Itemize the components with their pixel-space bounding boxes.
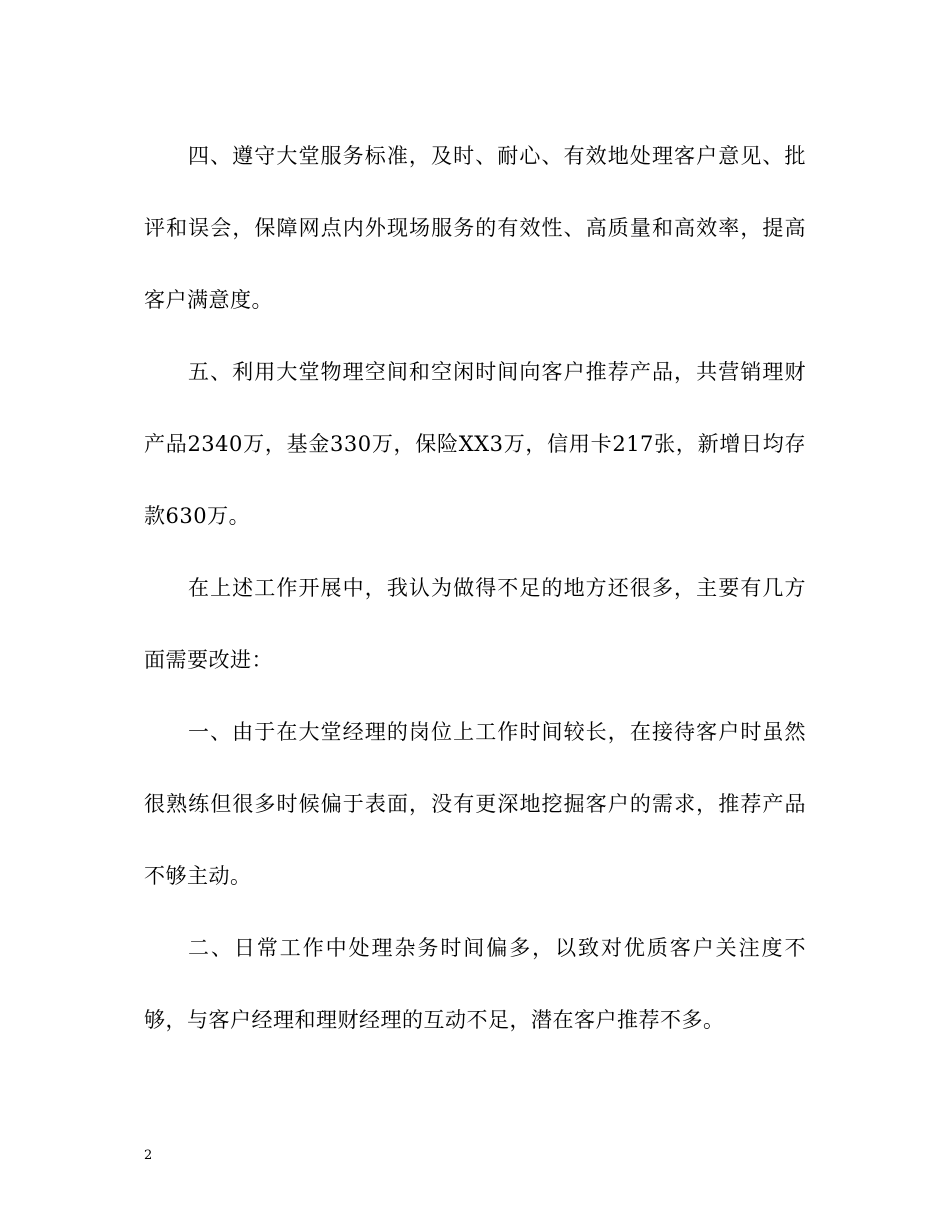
page-number: 2 <box>144 1148 153 1163</box>
document-body <box>144 120 806 1056</box>
paragraph-shortcomings-intro: 在上述工作开展中，我认为做得不足的地方还很多，主要有几方面需要改进： <box>144 576 806 672</box>
paragraph-product-marketing: 五、利用大堂物理空间和空闲时间向客户推荐产品，共营销理财产品2340万，基金330万，保险XX3万，信用卡217张，新增日均存款630万。 <box>144 360 806 528</box>
paragraph-shortcoming-two: 二、日常工作中处理杂务时间偏多，以致对优质客户关注度不够，与客户经理和理财经理的互动不足，潜在客户推荐不多。 <box>144 936 806 1032</box>
paragraph-service-standard: 四、遵守大堂服务标准，及时、耐心、有效地处理客户意见、批评和误会，保障网点内外现场服务的有效性、高质量和高效率，提高客户满意度。 <box>144 144 806 312</box>
paragraph-shortcoming-one: 一、由于在大堂经理的岗位上工作时间较长，在接待客户时虽然很熟练但很多时候偏于表面，没有更深地挖掘客户的需求，推荐产品不够主动。 <box>144 720 806 888</box>
